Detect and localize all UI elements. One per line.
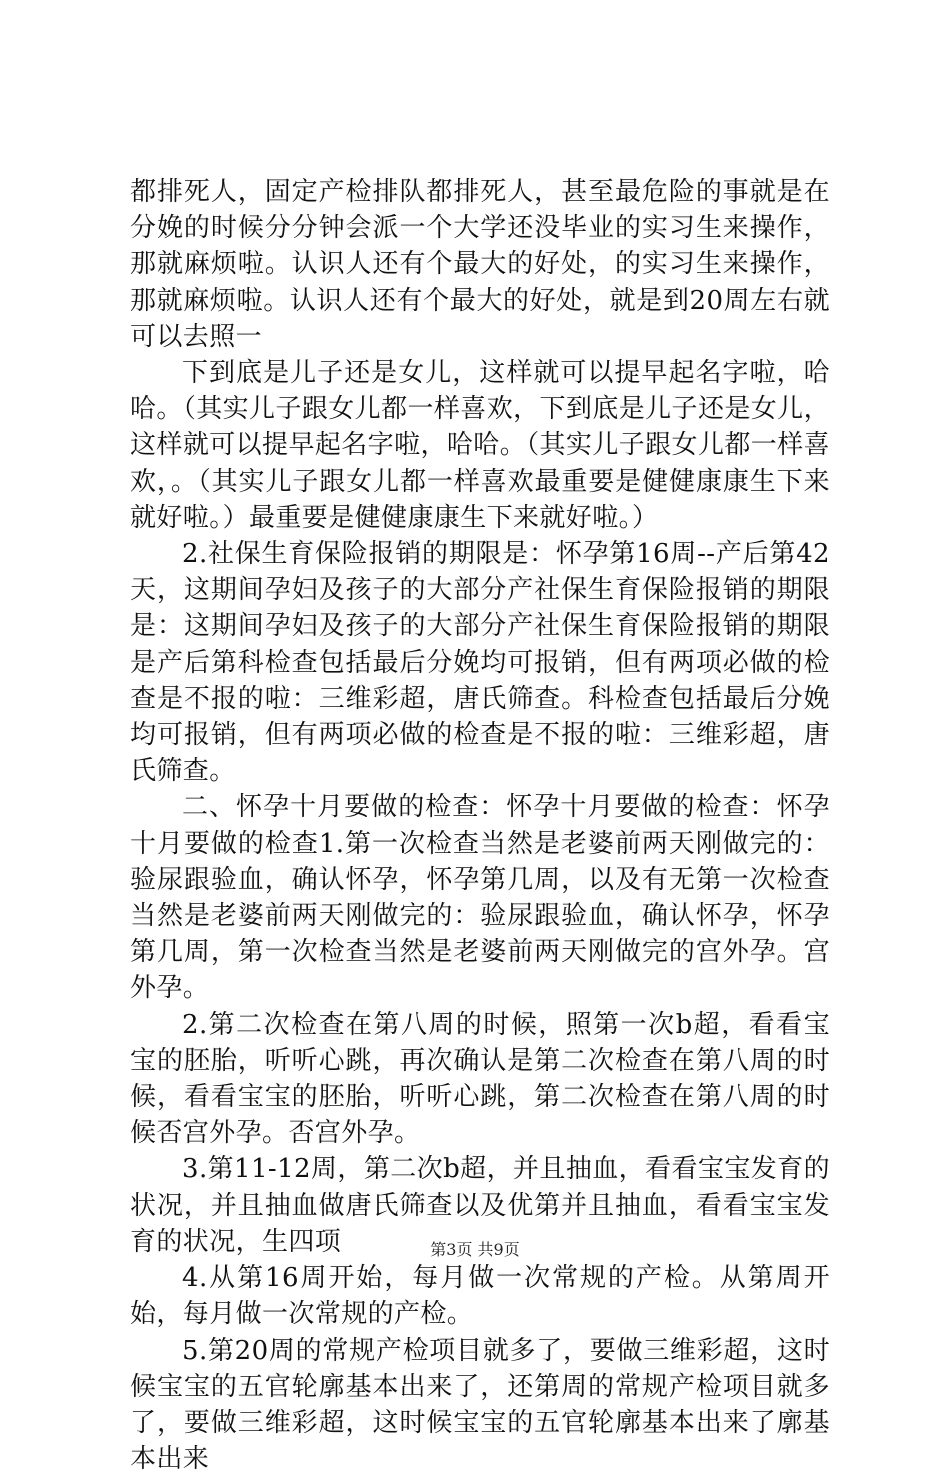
paragraph-3: 2.社保生育保险报销的期限是：怀孕第16周--产后第42天，这期间孕妇及孩子的大部分产社保生育保险报销的期限是：这期间孕妇及孩子的大部分产社保生育保险报销的期限是产后第科检查包括最后分娩均可报销，但有两项必做的检查是不报的啦：三维彩超，唐氏筛查。科检查包括最后分娩均可报销，但有两项必做的检查是不报的啦：三维彩超，唐氏筛查。 xyxy=(130,536,830,789)
document-body xyxy=(130,174,830,1477)
paragraph-4: 二、怀孕十月要做的检查：怀孕十月要做的检查：怀孕十月要做的检查1.第一次检查当然是老婆前两天刚做完的：验尿跟验血，确认怀孕，怀孕第几周，以及有无第一次检查当然是老婆前两天刚做完的：验尿跟验血，确认怀孕，怀孕第几周，第一次检查当然是老婆前两天刚做完的宫外孕。宫外孕。 xyxy=(130,789,830,1006)
page-number-footer: 第3页 共9页 xyxy=(0,1240,950,1260)
paragraph-6: 3.第11-12周，第二次b超，并且抽血，看看宝宝发育的状况，并且抽血做唐氏筛查以及优第并且抽血，看看宝宝发育的状况，生四项 xyxy=(130,1151,830,1260)
paragraph-2: 下到底是儿子还是女儿，这样就可以提早起名字啦，哈哈。（其实儿子跟女儿都一样喜欢，下到底是儿子还是女儿，这样就可以提早起名字啦，哈哈。（其实儿子跟女儿都一样喜欢，。（其实儿子跟女儿都一样喜欢最重要是健健康康生下来就好啦。）最重要是健健康康生下来就好啦。） xyxy=(130,355,830,536)
paragraph-5: 2.第二次检查在第八周的时候，照第一次b超，看看宝宝的胚胎，听听心跳，再次确认是第二次检查在第八周的时候，看看宝宝的胚胎，听听心跳，第二次检查在第八周的时候否宫外孕。否宫外孕。 xyxy=(130,1007,830,1152)
paragraph-7: 4.从第16周开始，每月做一次常规的产检。从第周开始，每月做一次常规的产检。 xyxy=(130,1260,830,1332)
paragraph-8: 5.第20周的常规产检项目就多了，要做三维彩超，这时候宝宝的五官轮廓基本出来了，还第周的常规产检项目就多了，要做三维彩超，这时候宝宝的五官轮廓基本出来了廓基本出来 xyxy=(130,1333,830,1477)
paragraph-1: 都排死人，固定产检排队都排死人，甚至最危险的事就是在分娩的时候分分钟会派一个大学还没毕业的实习生来操作，那就麻烦啦。认识人还有个最大的好处，的实习生来操作，那就麻烦啦。认识人还有个最大的好处，就是到20周左右就可以去照一 xyxy=(130,174,830,355)
